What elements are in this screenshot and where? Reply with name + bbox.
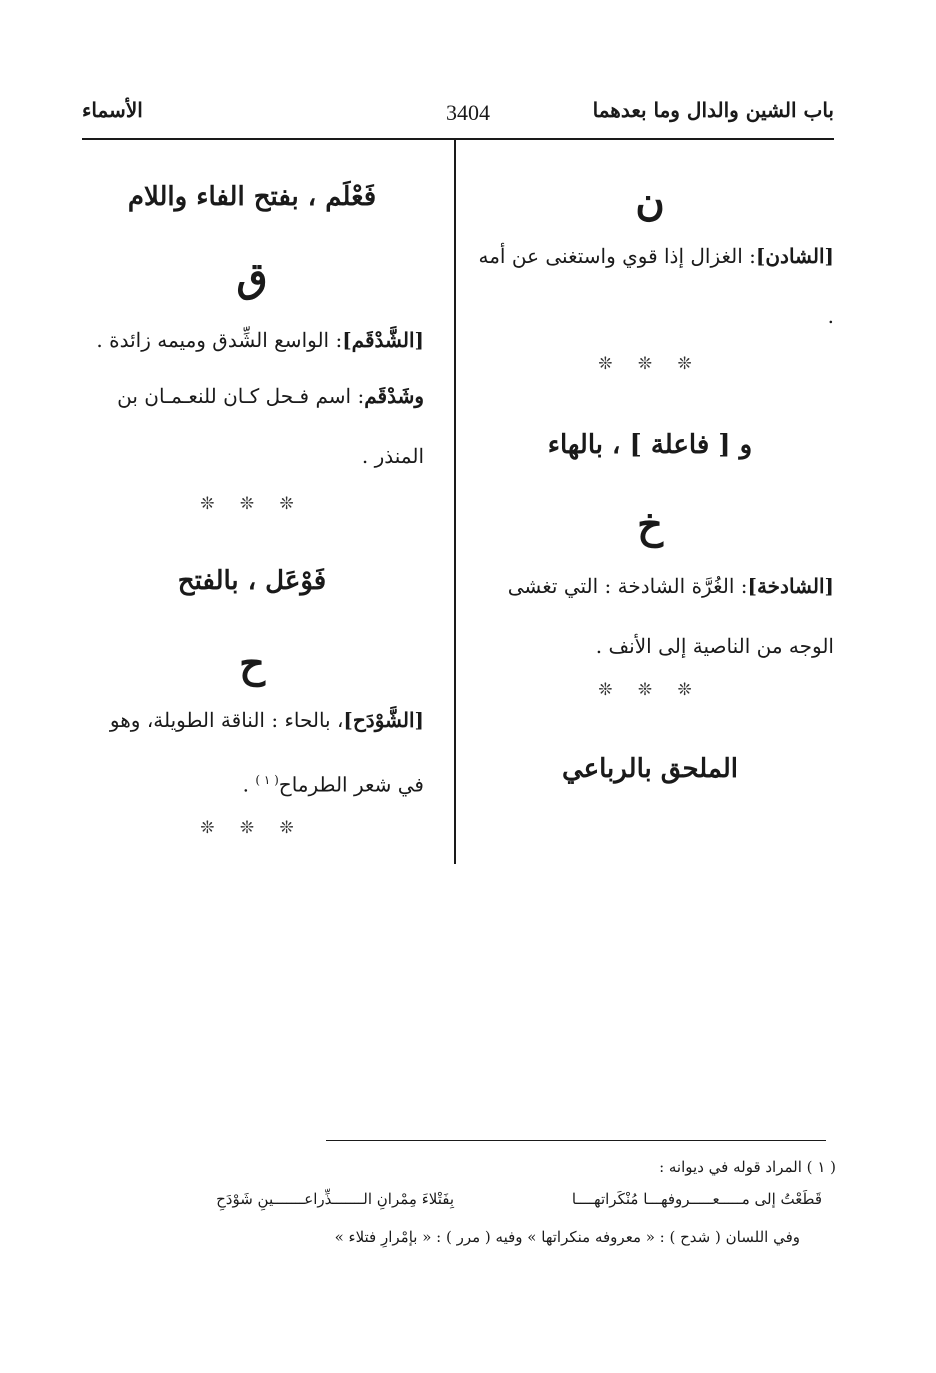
letter-qaf: ق (236, 254, 268, 301)
section-title: الأسماء (82, 98, 143, 122)
heading-falam: فَعْلَم ، بفتح الفاء واللام (127, 182, 377, 212)
heading-faila: و [ فاعلة ] ، بالهاء (547, 430, 753, 460)
letter-kha: خ (637, 501, 663, 548)
entry-shadqam-name (80, 366, 424, 486)
letter-nun: ن (635, 178, 665, 225)
entry-text: : الغُرَّة الشادخة : التي تغشى الوجه من الناصية إلى الأنف . (507, 574, 834, 658)
entry-text: ، بالحاء : الناقة الطويلة، وهو في شعر الطرماح (109, 708, 424, 797)
entry-text: : الغزال إذا قوي واستغنى عن أمه . (478, 244, 834, 328)
entry-shadqam (80, 310, 424, 370)
column-divider (454, 140, 456, 864)
entry-tail: . (242, 772, 256, 797)
chapter-title: باب الشين والدال وما بعدهما (592, 98, 834, 122)
entry-shadikha (466, 556, 834, 676)
footnote-verse-first: قَطَعْتُ إلى مـــــعـــــروفهـــا مُنْكَراتهــــا (571, 1190, 822, 1208)
entry-keyword: [الشَّوْدَح] (343, 708, 424, 732)
entry-text: : الواسع الشِّدق وميمه زائدة . (96, 328, 343, 352)
footnote-rule (326, 1140, 826, 1141)
footnote-ref: ( ١ ) (255, 773, 279, 787)
footnote-lisan: وفي اللسان ( شدح ) : « معروفه منكراتها » وفيه ( مرر ) : « بإمْرارِ فتلاء » (334, 1228, 800, 1246)
heading-fawal: فَوْعَل ، بالفتح (177, 566, 327, 596)
separator: ❊ ❊ ❊ (598, 354, 702, 374)
separator: ❊ ❊ ❊ (200, 818, 304, 838)
entry-text: : اسم فـحل كـان للنعـمـان بن المنذر . (117, 384, 424, 468)
separator: ❊ ❊ ❊ (598, 680, 702, 700)
header-rule (82, 138, 834, 140)
footnote-verse-second: بِفَتْلاءَ مِمْرانِ الـــــــذِّراعـــــــينِ شَوْدَحِ (216, 1190, 454, 1208)
separator: ❊ ❊ ❊ (200, 494, 304, 514)
entry-keyword: [الشَّدْقَم] (342, 328, 424, 352)
footnote-intro: ( ١ ) المراد قوله في ديوانه : (659, 1158, 836, 1176)
page-number: 3404 (446, 100, 490, 125)
entry-keyword: [الشادن] (755, 244, 834, 268)
letter-ha: ح (239, 640, 265, 687)
heading-mulhaq: الملحق بالرباعي (561, 754, 739, 784)
entry-shawdah (80, 690, 424, 815)
entry-keyword: وشَدْقَم (364, 384, 424, 408)
entry-shadin (466, 226, 834, 346)
entry-keyword: [الشادخة] (747, 574, 834, 598)
